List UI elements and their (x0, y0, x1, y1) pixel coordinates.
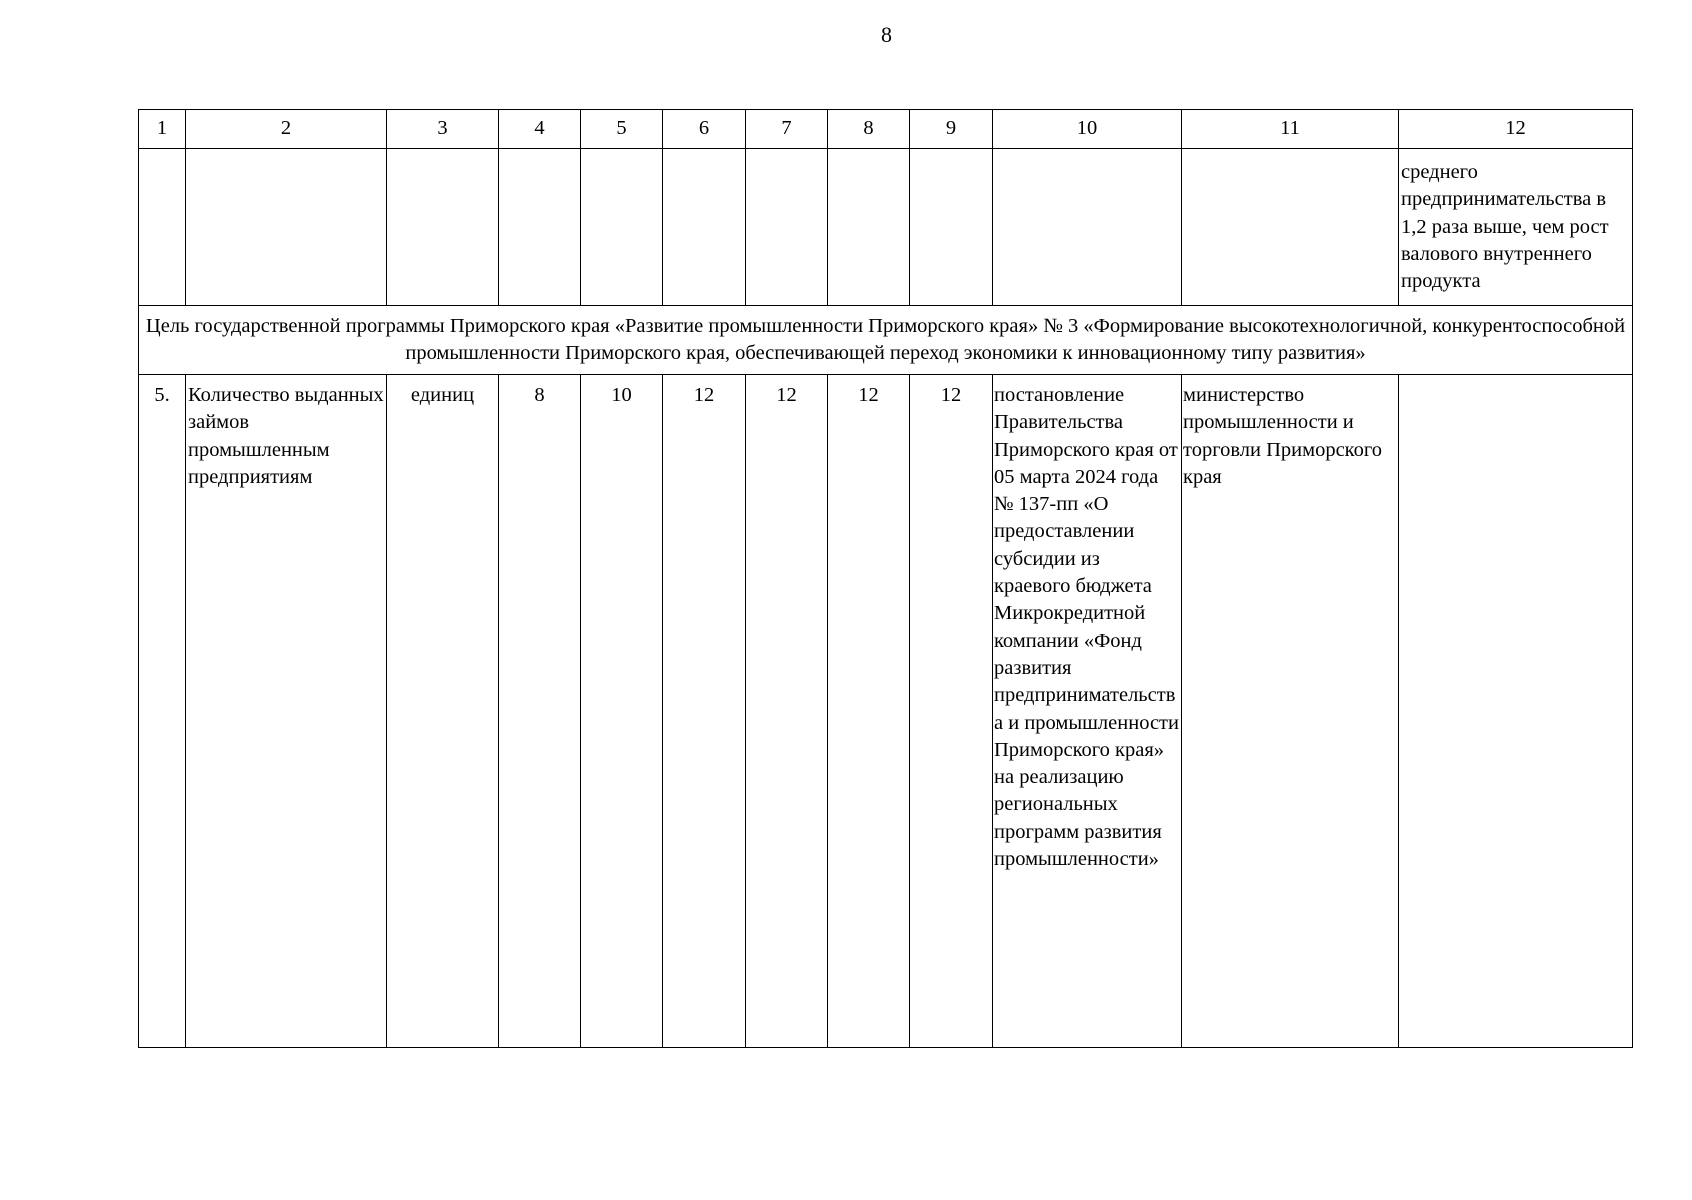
continuation-row (139, 149, 1633, 306)
program-goal-text: Цель государственной программы Приморского края «Развитие промышленности Приморского края» № 3 «Формирование высокотехнологичной, конкурентоспособной промышленности Приморского края, обеспечивающей переход экономики к инновационному типу развития» (139, 306, 1633, 375)
legal-document: постановление Правительства Приморского края от 05 марта 2024 года № 137-пп «О предоставлении субсидии из краевого бюджета Микрокредитной компании «Фонд развития предпринимательства и промышленности Приморского края» на реализацию региональных программ развития промышленности» (993, 375, 1182, 1048)
column-number-row (139, 110, 1633, 149)
table-cell (663, 149, 746, 306)
table-cell (828, 149, 910, 306)
column-header-8: 8 (828, 110, 910, 149)
column-header-9: 9 (910, 110, 993, 149)
column-header-3: 3 (387, 110, 499, 149)
row-number: 5. (139, 375, 186, 1048)
indicators-table (138, 109, 1633, 1048)
program-goal-row (139, 306, 1633, 375)
column-header-10: 10 (993, 110, 1182, 149)
column-header-11: 11 (1182, 110, 1399, 149)
table-cell (581, 149, 663, 306)
table-cell (993, 149, 1182, 306)
table-cell (186, 149, 387, 306)
table-cell (1182, 149, 1399, 306)
column-header-7: 7 (746, 110, 828, 149)
notes-cell (1399, 375, 1633, 1048)
table-cell (499, 149, 581, 306)
column-header-2: 2 (186, 110, 387, 149)
continuation-text-cell: среднего предпринимательства в 1,2 раза выше, чем рост валового внутреннего продукта (1399, 149, 1633, 306)
value-col-4: 8 (499, 375, 581, 1048)
indicator-row (139, 375, 1633, 1048)
responsible-body: министерство промышленности и торговли Приморского края (1182, 375, 1399, 1048)
column-header-12: 12 (1399, 110, 1633, 149)
column-header-5: 5 (581, 110, 663, 149)
table-cell (746, 149, 828, 306)
table-cell (910, 149, 993, 306)
value-col-7: 12 (746, 375, 828, 1048)
column-header-1: 1 (139, 110, 186, 149)
unit-of-measure: единиц (387, 375, 499, 1048)
value-col-9: 12 (910, 375, 993, 1048)
value-col-8: 12 (828, 375, 910, 1048)
column-header-4: 4 (499, 110, 581, 149)
table-cell (139, 149, 186, 306)
page-number: 8 (881, 22, 892, 47)
table-cell (387, 149, 499, 306)
indicator-name: Количество выданных займов промышленным предприятиям (186, 375, 387, 1048)
value-col-6: 12 (663, 375, 746, 1048)
column-header-6: 6 (663, 110, 746, 149)
value-col-5: 10 (581, 375, 663, 1048)
